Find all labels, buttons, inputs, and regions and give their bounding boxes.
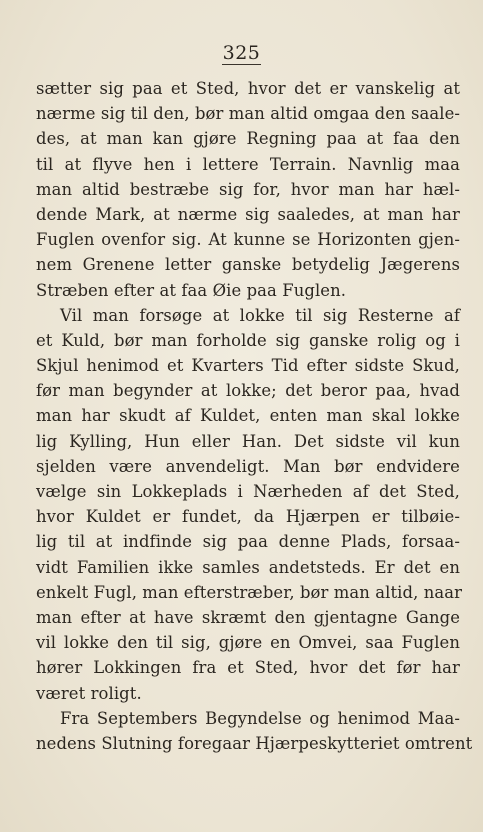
text-line: Fra Septembers Begyndelse og henimod Maa- <box>60 708 460 728</box>
text-line: lig Kylling, Hun eller Han. Det sidste vil kun <box>36 431 460 451</box>
text-line: man efter at have skræmt den gjentagne Gange <box>36 607 460 627</box>
text-line: Vil man forsøge at lokke til sig Resterne af <box>60 305 460 325</box>
text-line: Stræben efter at faa Øie paa Fuglen. <box>36 280 347 300</box>
text-line: hører Lokkingen fra et Sted, hvor det før har <box>36 658 460 678</box>
text-line: vil lokke den til sig, gjøre en Omvei, saa Fuglen <box>36 633 460 653</box>
text-line: til at flyve hen i lettere Terrain. Navnlig maa <box>36 154 460 174</box>
text-line: man altid bestræbe sig for, hvor man har hæl- <box>36 179 460 199</box>
text-line: hvor Kuldet er fundet, da Hjærpen er tilbøie- <box>36 507 460 527</box>
text-line: Fuglen ovenfor sig. At kunne se Horizonten gjen- <box>36 230 460 250</box>
text-line: dende Mark, at nærme sig saaledes, at man har <box>36 204 460 224</box>
text-line: Skjul henimod et Kvarters Tid efter sidste Skud, <box>36 356 460 376</box>
text-line: et Kuld, bør man forholde sig ganske rolig og i <box>36 330 460 350</box>
text-line: været roligt. <box>36 683 142 703</box>
text-line: nedens Slutning foregaar Hjærpeskytteriet omtrent <box>36 733 473 753</box>
body-text <box>36 76 473 756</box>
text-line: man har skudt af Kuldet, enten man skal lokke <box>36 406 460 426</box>
text-line: vælge sin Lokkeplads i Nærheden af det Sted, <box>36 482 460 501</box>
text-line: enkelt Fugl, man efterstræber, bør man altid, naar <box>36 582 463 602</box>
text-line: lig til at indfinde sig paa denne Plads, forsaa- <box>36 532 460 552</box>
page-number: 325 <box>222 42 261 64</box>
text-line: sjelden være anvendeligt. Man bør endvidere <box>36 456 460 476</box>
text-line: sætter sig paa et Sted, hvor det er vanskelig at <box>36 79 460 98</box>
text-line: nem Grenene letter ganske betydelig Jægerens <box>36 255 460 275</box>
text-line: nærme sig til den, bør man altid omgaa den saale- <box>36 104 461 124</box>
text-line: vidt Familien ikke samles andetsteds. Er det en <box>36 557 460 577</box>
text-line: før man begynder at lokke; det beror paa, hvad <box>36 381 460 401</box>
text-line: des, at man kan gjøre Regning paa at faa den <box>36 129 460 149</box>
